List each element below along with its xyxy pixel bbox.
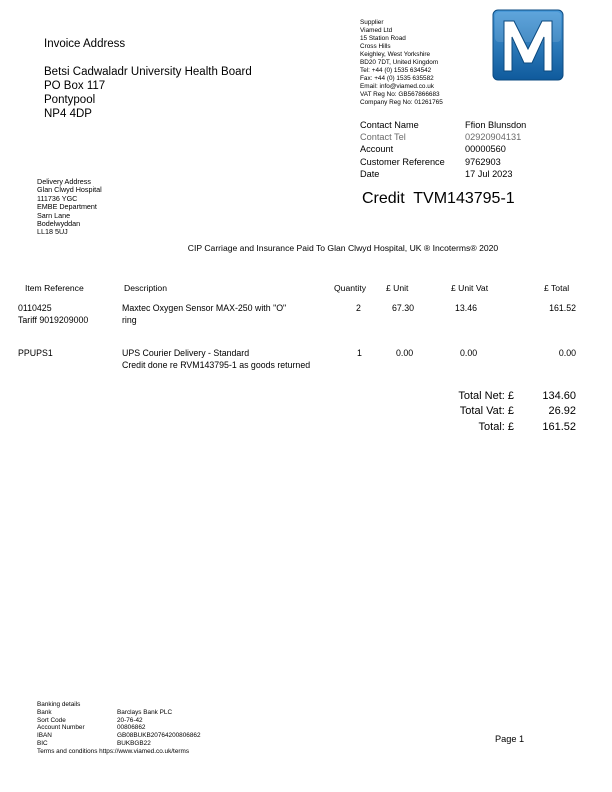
banking-value: GB08BUKB20764200806862	[117, 732, 201, 740]
total-vat-label: Total Vat: £	[459, 405, 514, 417]
supplier-line: Cross Hills	[360, 43, 391, 51]
table-row-description	[122, 347, 310, 371]
invoice-address	[44, 37, 252, 121]
document-title: Credit TVM143795-1	[362, 190, 515, 207]
terms-label: Terms and conditions	[37, 747, 98, 755]
viamed-logo-icon	[492, 9, 564, 81]
total-net-label: Total Net: £	[458, 390, 514, 402]
header-total: £ Total	[544, 283, 570, 293]
delivery-address-line: LL18 5UJ	[37, 227, 68, 237]
header-unit-vat: £ Unit Vat	[451, 283, 489, 293]
invoice-address-line: PO Box 117	[44, 80, 106, 92]
table-cell-unit-vat: 13.46	[455, 303, 478, 313]
delivery-address	[37, 178, 102, 237]
table-cell-quantity: 1	[357, 348, 362, 358]
grand-total-label: Total: £	[478, 421, 514, 433]
table-cell-unit-vat: 0.00	[460, 348, 478, 358]
invoice-address-heading: Invoice Address	[44, 38, 126, 50]
contact-label: Date	[360, 168, 380, 179]
item-reference-line: Tariff 9019209000	[18, 315, 89, 325]
contact-value: 02920904131	[465, 132, 522, 143]
banking-row	[37, 717, 201, 725]
grand-total-value: 161.52	[542, 421, 576, 433]
table-cell-total: 161.52	[549, 303, 576, 313]
banking-row	[37, 709, 201, 717]
banking-heading: Banking details	[37, 701, 81, 708]
contact-label: Customer Reference	[360, 156, 445, 167]
banking-label: Sort Code	[37, 716, 66, 724]
item-reference-line: PPUPS1	[18, 348, 53, 358]
banking-row	[37, 740, 201, 748]
contact-details	[360, 119, 526, 180]
contact-label: Contact Name	[360, 120, 419, 130]
contact-value: 00000560	[465, 144, 506, 155]
banking-label: IBAN	[37, 732, 52, 740]
banking-row	[37, 724, 201, 732]
supplier-line: Viamed Ltd	[360, 27, 393, 35]
table-row-item-reference	[18, 302, 88, 326]
banking-label: BIC	[37, 739, 48, 747]
description-line: UPS Courier Delivery - Standard	[122, 348, 250, 358]
description-line: Credit done re RVM143795-1 as goods returned	[122, 360, 311, 370]
page-number: Page 1	[495, 734, 525, 744]
contact-value: Ffion Blunsdon	[465, 120, 527, 130]
item-reference-line: 0110425	[18, 303, 52, 313]
contact-row	[360, 156, 526, 168]
contact-label: Account	[360, 144, 394, 155]
total-vat-value: 26.92	[548, 405, 576, 417]
banking-value: BUKBGB22	[117, 739, 151, 747]
delivery-address-line: 111736 YGC	[37, 193, 78, 203]
invoice-address-line: Betsi Cadwaladr University Health Board	[44, 66, 252, 78]
contact-row	[360, 143, 526, 155]
header-unit: £ Unit	[386, 283, 409, 293]
delivery-address-heading: Delivery Address	[37, 177, 91, 186]
supplier-details	[360, 19, 443, 108]
banking-value: 00806862	[117, 724, 146, 732]
contact-row	[360, 168, 526, 180]
banking-row	[37, 732, 201, 740]
contact-row	[360, 131, 526, 143]
incoterms-line: CIP Carriage and Insurance Paid To Glan Clwyd Hospital, UK ® Incoterms® 2020	[187, 243, 499, 253]
invoice-address-line: NP4 4DP	[44, 108, 92, 120]
supplier-line: Supplier	[360, 19, 384, 26]
table-cell-quantity: 2	[356, 303, 361, 313]
contact-value: 17 Jul 2023	[465, 168, 513, 179]
header-item-reference: Item Reference	[25, 283, 84, 293]
table-row-item-reference	[18, 347, 53, 359]
supplier-line: Email: info@viamed.co.uk	[360, 83, 434, 91]
header-description: Description	[124, 283, 167, 293]
banking-value: Barclays Bank PLC	[117, 708, 173, 716]
delivery-address-line: EMBE Department	[37, 202, 97, 212]
terms-link[interactable]: https://www.viamed.co.uk/terms	[99, 747, 190, 755]
supplier-line: Keighley, West Yorkshire	[360, 51, 431, 59]
banking-label: Account Number	[37, 724, 85, 732]
delivery-address-line: Glan Clwyd Hospital	[37, 185, 102, 195]
delivery-address-line: Bodelwyddan	[37, 219, 81, 229]
header-quantity: Quantity	[334, 283, 367, 293]
banking-value: 20-76-42	[117, 716, 143, 724]
description-line: Maxtec Oxygen Sensor MAX-250 with "O"	[122, 303, 287, 313]
supplier-line: Company Reg No: 01261765	[360, 99, 443, 107]
contact-value: 9762903	[465, 156, 501, 167]
table-cell-total: 0.00	[558, 348, 576, 358]
invoice-address-line: Pontypool	[44, 94, 96, 106]
supplier-line: Fax: +44 (0) 1535 635582	[360, 75, 434, 83]
description-line: ring	[122, 315, 137, 325]
supplier-line: Tel: +44 (0) 1535 634542	[360, 67, 432, 75]
contact-label: Contact Tel	[360, 132, 406, 143]
table-cell-unit: 67.30	[392, 303, 415, 313]
contact-row	[360, 119, 526, 131]
supplier-line: 15 Station Road	[360, 35, 406, 43]
banking-label: Bank	[37, 708, 52, 716]
supplier-line: BD20 7DT, United Kingdom	[360, 59, 439, 67]
supplier-line: VAT Reg No: GB567866683	[360, 91, 440, 99]
table-row-description	[122, 302, 286, 326]
total-net-value: 134.60	[542, 390, 576, 402]
banking-details	[37, 701, 201, 756]
banking-row	[37, 748, 201, 756]
delivery-address-line: Sarn Lane	[37, 210, 71, 220]
table-cell-unit: 0.00	[396, 348, 414, 358]
